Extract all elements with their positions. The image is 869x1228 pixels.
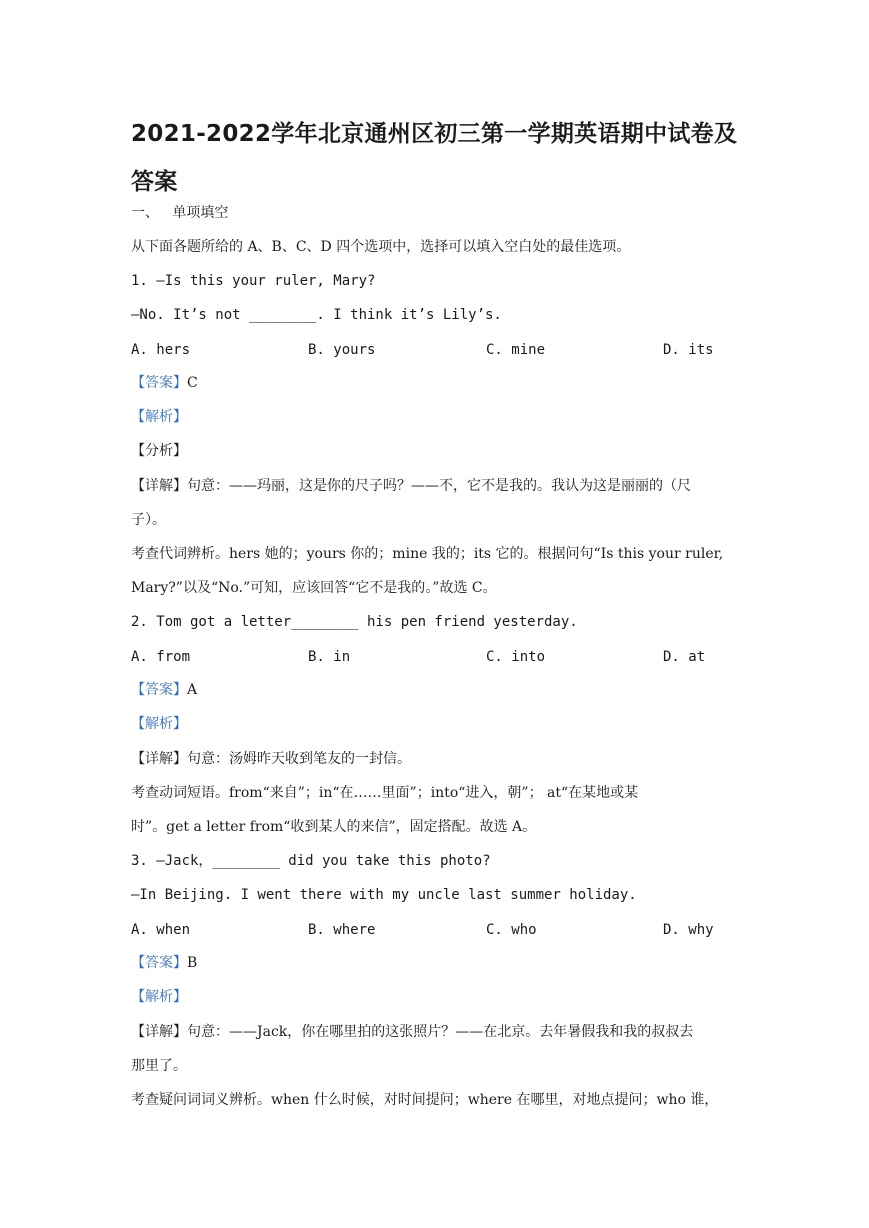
q3-explain: 考查疑问词词义辨析。when 什么时候，对时间提问；where 在哪里，对地点提问；who 谁， <box>131 1092 719 1108</box>
q1-analysis-label: 【解析】 <box>131 409 187 425</box>
q3-analysis-label: 【解析】 <box>131 989 187 1005</box>
answer-label: 【答案】 <box>131 682 187 698</box>
q1-explain-cont: Mary?”以及“No.”可知，应该回答“它不是我的。”故选 C。 <box>131 580 497 596</box>
answer-value: A <box>187 682 198 698</box>
section-number: 一、 <box>131 205 159 221</box>
answer-value: C <box>187 375 198 391</box>
q3-option-a: A. when <box>131 922 191 938</box>
q2-analysis-label: 【解析】 <box>131 716 187 732</box>
q2-detail <box>131 749 411 769</box>
q3-response: —In Beijing. I went there with my uncle last summer holiday. <box>131 887 637 903</box>
section-instruction: 从下面各题所给的 A、B、C、D 四个选项中，选择可以填入空白处的最佳选项。 <box>131 239 631 255</box>
detail-label: 【详解】 <box>131 1024 187 1040</box>
q1-response: —No. It’s not ________. I think it’s Lily’s. <box>131 307 502 323</box>
section-heading <box>131 203 228 223</box>
answer-label: 【答案】 <box>131 375 187 391</box>
document-title: 2021-2022学年北京通州区初三第一学期英语期中试卷及答案 <box>131 121 738 195</box>
q1-explain: 考查代词辨析。hers 她的；yours 你的；mine 我的；its 它的。根据问句“Is this your ruler, <box>131 546 724 562</box>
q2-question: 2. Tom got a letter________ his pen friend yesterday. <box>131 614 578 630</box>
q2-answer <box>131 680 197 700</box>
q1-option-a: A. hers <box>131 342 191 358</box>
q2-explain-cont: 时”。get a letter from“收到某人的来信”，固定搭配。故选 A。 <box>131 819 537 835</box>
q2-explain: 考查动词短语。from“来自”；in“在……里面”；into“进入，朝”； at“在某地或某 <box>131 785 639 801</box>
q3-option-c: C. who <box>486 922 537 938</box>
q2-option-b: B. in <box>308 649 351 665</box>
q1-option-b: B. yours <box>308 342 376 358</box>
detail-text: 句意：——玛丽，这是你的尺子吗？——不，它不是我的。我认为这是丽丽的（尺 <box>187 478 691 494</box>
q3-detail-cont: 那里了。 <box>131 1058 187 1074</box>
q3-question: 3. —Jack，________ did you take this photo? <box>131 853 491 869</box>
q1-fenxi-label: 【分析】 <box>131 443 187 459</box>
answer-value: B <box>187 955 198 971</box>
q1-option-c: C. mine <box>486 342 546 358</box>
detail-label: 【详解】 <box>131 478 187 494</box>
q2-option-c: C. into <box>486 649 546 665</box>
q3-option-d: D. why <box>663 922 714 938</box>
q1-answer <box>131 373 198 393</box>
q1-question: 1. —Is this your ruler, Mary? <box>131 273 376 289</box>
q2-option-a: A. from <box>131 649 191 665</box>
q2-option-d: D. at <box>663 649 706 665</box>
q3-option-b: B. where <box>308 922 376 938</box>
q1-detail <box>131 476 691 496</box>
answer-label: 【答案】 <box>131 955 187 971</box>
q1-option-d: D. its <box>663 342 714 358</box>
detail-text: 句意：——Jack，你在哪里拍的这张照片？——在北京。去年暑假我和我的叔叔去 <box>187 1024 694 1040</box>
q1-detail-cont: 子）。 <box>131 512 166 528</box>
detail-text: 句意：汤姆昨天收到笔友的一封信。 <box>187 751 411 767</box>
q3-answer <box>131 953 197 973</box>
q3-detail <box>131 1022 693 1042</box>
section-name: 单项填空 <box>172 205 229 221</box>
detail-label: 【详解】 <box>131 751 187 767</box>
